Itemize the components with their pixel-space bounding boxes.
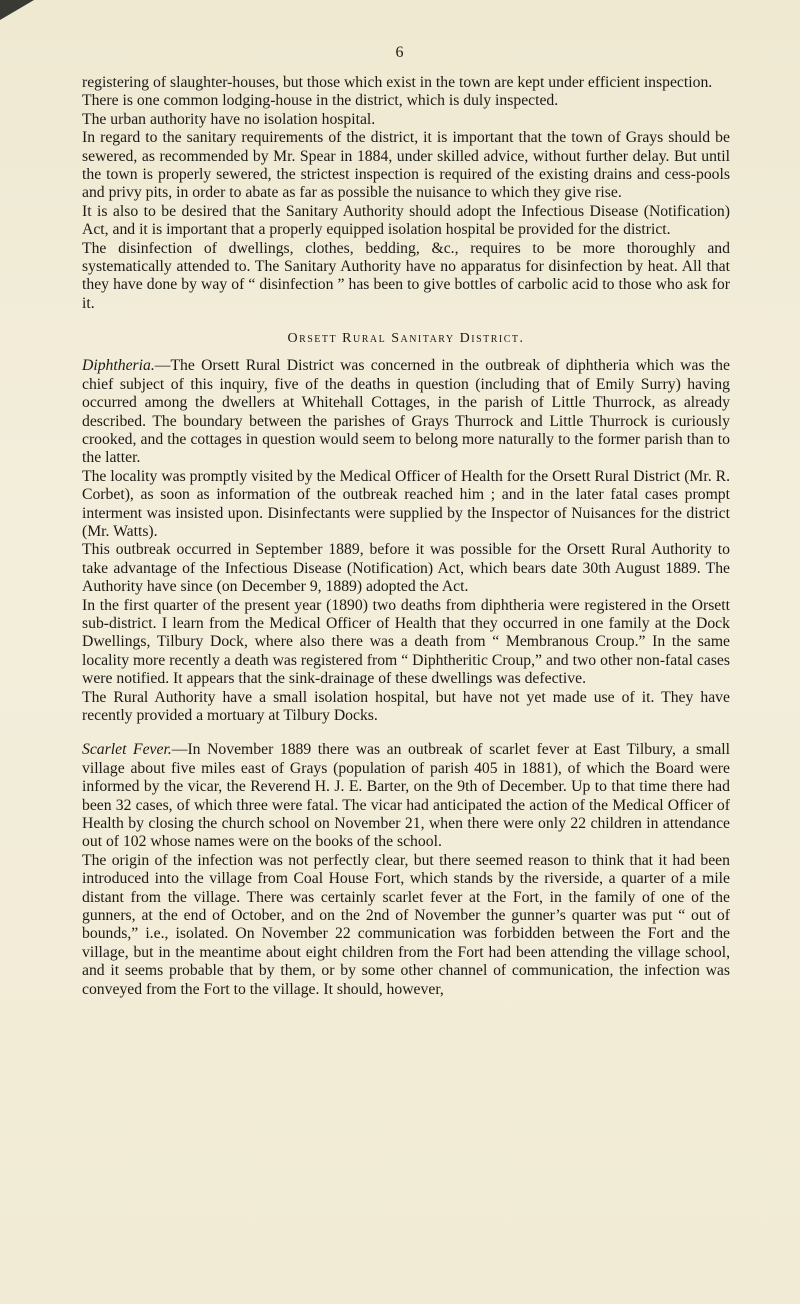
page-number: 6 <box>395 44 405 61</box>
paragraph: The Rural Authority have a small isolation hospital, but have not yet made use of it. They have recently provided a mortuary at Tilbury Docks. <box>82 688 730 724</box>
run-in-heading-diphtheria: Diphtheria. <box>82 357 155 375</box>
paragraph: There is one common lodging-house in the district, which is duly inspected. <box>82 92 559 110</box>
paragraph: In regard to the sanitary requirements of the district, it is important that the town of Grays should be sewered, as recommended by Mr. Spear in 1884, under skilled advice, without further delay. But until the town is properly sewered, the strictest inspection is required of the existing drains and cess-pools and privy pits, in order to abate as far as possible the nuisance to which they give rise. <box>82 129 730 202</box>
paragraph-text: —The Orsett Rural District was concerned in the outbreak of diphtheria which was the chief subject of this inquiry, five of the deaths in question (including that of Emily Surry) having occurred among the dwellers at Whitehall Cottages, in the parish of Little Thurrock, as already described. The boundary between the parishes of Grays Thurrock and Little Thurrock is curiously crooked, and the cottages in question would seem to belong more naturally to the former parish than to the latter. <box>82 357 730 467</box>
paragraph-text: —In November 1889 there was an outbreak of scarlet fever at East Tilbury, a small village about five miles east of Grays (population of parish 405 in 1881), of which the Board were informed by the vicar, the Reverend H. J. E. Barter, on the 9th of December. Up to that time there had been 32 cases, of which three were fatal. The vicar had anticipated the action of the Medical Officer of Health by closing the church school on November 21, when there were only 22 children in attendance out of 102 whose names were on the books of the school. <box>82 741 730 851</box>
paragraph: The urban authority have no isolation hospital. <box>82 110 376 128</box>
paragraph: In the first quarter of the present year (1890) two deaths from diphtheria were registered in the Orsett sub-district. I learn from the Medical Officer of Health that they occurred in one family at the Dock Dwellings, Tilbury Dock, where also there was a death from “ Membranous Croup.” In the same locality more recently a death was registered from “ Diphtheritic Croup,” and two other non-fatal cases were notified. It appears that the sink-drainage of these dwellings was defective. <box>82 596 730 688</box>
paragraph: The disinfection of dwellings, clothes, bedding, &c., requires to be more thoroughly and systematically attended to. The Sanitary Authority have no apparatus for disinfection by heat. All that they have done by way of “ disinfection ” has been to give bottles of carbolic acid to those who ask for it. <box>82 239 730 312</box>
scarlet-fever-paragraph <box>82 741 730 851</box>
page-corner-fold <box>0 0 34 20</box>
diphtheria-paragraph <box>82 357 730 467</box>
paragraph: registering of slaughter-houses, but those which exist in the town are kept under efficient inspection. <box>82 74 713 91</box>
section-heading: Orsett Rural Sanitary District. <box>287 331 525 347</box>
paragraph: The origin of the infection was not perfectly clear, but there seemed reason to think that it had been introduced into the village from Coal House Fort, which stands by the riverside, a quarter of a mile distant from the village. There was certainly scarlet fever at the Fort, in the family of one of the gunners, at the end of October, and on the 2nd of November the gunner’s quarter was put “ out of bounds,” i.e., isolated. On November 22 communication was forbidden between the Fort and the village, but in the meantime about eight children from the Fort had been attending the village school, and it seems probable that by them, or by some other channel of communication, the infection was conveyed from the Fort to the village. It should, however, <box>82 851 730 998</box>
run-in-heading-scarlet-fever: Scarlet Fever. <box>82 741 172 759</box>
paragraph: It is also to be desired that the Sanitary Authority should adopt the Infectious Disease (Notification) Act, and it is important that a properly equipped isolation hospital be provided for the district. <box>82 202 730 239</box>
paragraph: This outbreak occurred in September 1889, before it was possible for the Orsett Rural Authority to take advantage of the Infectious Disease (Notification) Act, which bears date 30th August 1889. The Authority have since (on December 9, 1889) adopted the Act. <box>82 541 730 596</box>
body-text <box>82 74 730 999</box>
paragraph: The locality was promptly visited by the Medical Officer of Health for the Orsett Rural District (Mr. R. Corbet), as soon as information of the outbreak reached him ; and in the later fatal cases prompt interment was insisted upon. Disinfectants were supplied by the Inspector of Nuisances for the district (Mr. Watts). <box>82 467 730 540</box>
